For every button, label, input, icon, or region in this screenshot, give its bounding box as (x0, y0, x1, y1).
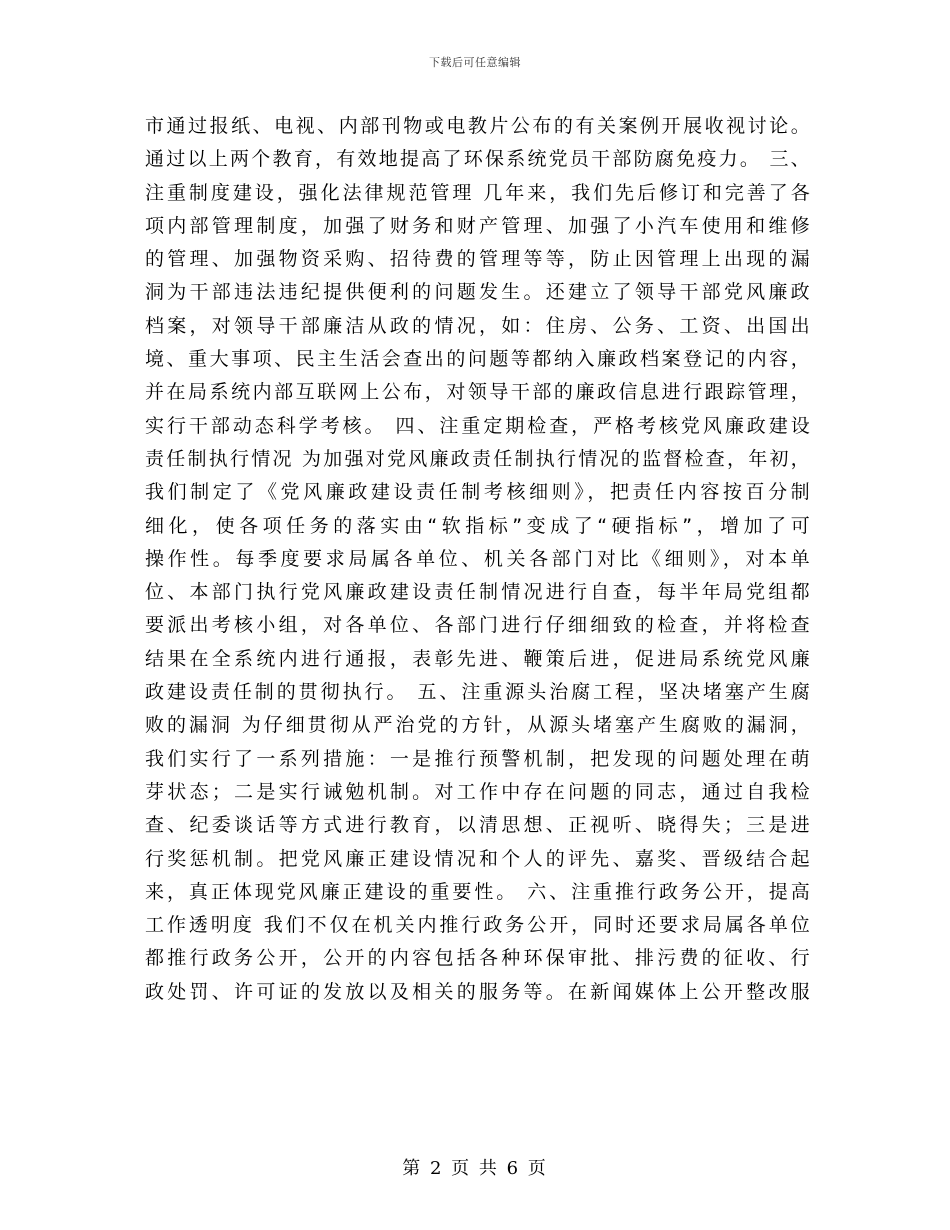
text-line: 位、本部门执行党风廉政建设责任制情况进行自查，每半年局党组都 (145, 581, 810, 604)
text-line: 败的漏洞 为仔细贯彻从严治党的方针，从源头堵塞产生腐败的漏洞， (145, 714, 810, 737)
text-line: 注重制度建设，强化法律规范管理 几年来，我们先后修订和完善了各 (145, 181, 810, 204)
text-line: 芽状态；二是实行诫勉机制。对工作中存在问题的同志，通过自我检 (145, 780, 810, 803)
text-line: 细化，使各项任务的落实由“软指标”变成了“硬指标”，增加了可 (145, 514, 810, 537)
text-line: 查、纪委谈话等方式进行教育，以清思想、正视听、晓得失；三是进 (145, 814, 810, 837)
text-line: 洞为干部违法违纪提供便利的问题发生。还建立了领导干部党风廉政 (145, 281, 810, 304)
text-line: 项内部管理制度，加强了财务和财产管理、加强了小汽车使用和维修 (145, 214, 810, 237)
text-line: 境、重大事项、民主生活会查出的问题等都纳入廉政档案登记的内容， (145, 348, 810, 371)
text-line: 来，真正体现党风廉正建设的重要性。 六、注重推行政务公开，提高 (145, 880, 810, 903)
text-line: 责任制执行情况 为加强对党风廉政责任制执行情况的监督检查，年初， (145, 447, 810, 470)
text-line: 我们制定了《党风廉政建设责任制考核细则》，把责任内容按百分制 (145, 481, 810, 504)
text-line: 行奖惩机制。把党风廉正建设情况和个人的评先、嘉奖、晋级结合起 (145, 847, 810, 870)
text-line: 结果在全系统内进行通报，表彰先进、鞭策后进，促进局系统党风廉 (145, 647, 810, 670)
text-line: 档案，对领导干部廉洁从政的情况，如：住房、公务、工资、出国出 (145, 314, 810, 337)
text-line: 的管理、加强物资采购、招待费的管理等等，防止因管理上出现的漏 (145, 248, 810, 271)
page-number: 第 2 页 共 6 页 (402, 1158, 548, 1179)
page-header: 下载后可任意编辑 (429, 56, 521, 69)
text-line: 操作性。每季度要求局属各单位、机关各部门对比《细则》，对本单 (145, 547, 810, 570)
text-line: 要派出考核小组，对各单位、各部门进行仔细细致的检查，并将检查 (145, 614, 810, 637)
text-line: 工作透明度 我们不仅在机关内推行政务公开，同时还要求局属各单位 (145, 914, 810, 937)
text-line: 都推行政务公开，公开的内容包括各种环保审批、排污费的征收、行 (145, 947, 810, 970)
body-text (145, 110, 810, 1009)
text-line: 政处罚、许可证的发放以及相关的服务等。在新闻媒体上公开整改服 (145, 980, 810, 1003)
text-line: 并在局系统内部互联网上公布，对领导干部的廉政信息进行跟踪管理， (145, 381, 810, 404)
text-line: 实行干部动态科学考核。 四、注重定期检查，严格考核党风廉政建设 (145, 414, 810, 437)
text-line: 政建设责任制的贯彻执行。 五、注重源头治腐工程，坚决堵塞产生腐 (145, 681, 810, 704)
text-line: 我们实行了一系列措施：一是推行预警机制，把发现的问题处理在萌 (145, 747, 810, 770)
text-line: 市通过报纸、电视、内部刊物或电教片公布的有关案例开展收视讨论。 (145, 115, 810, 137)
text-line: 通过以上两个教育，有效地提高了环保系统党员干部防腐免疫力。 三、 (145, 148, 810, 171)
